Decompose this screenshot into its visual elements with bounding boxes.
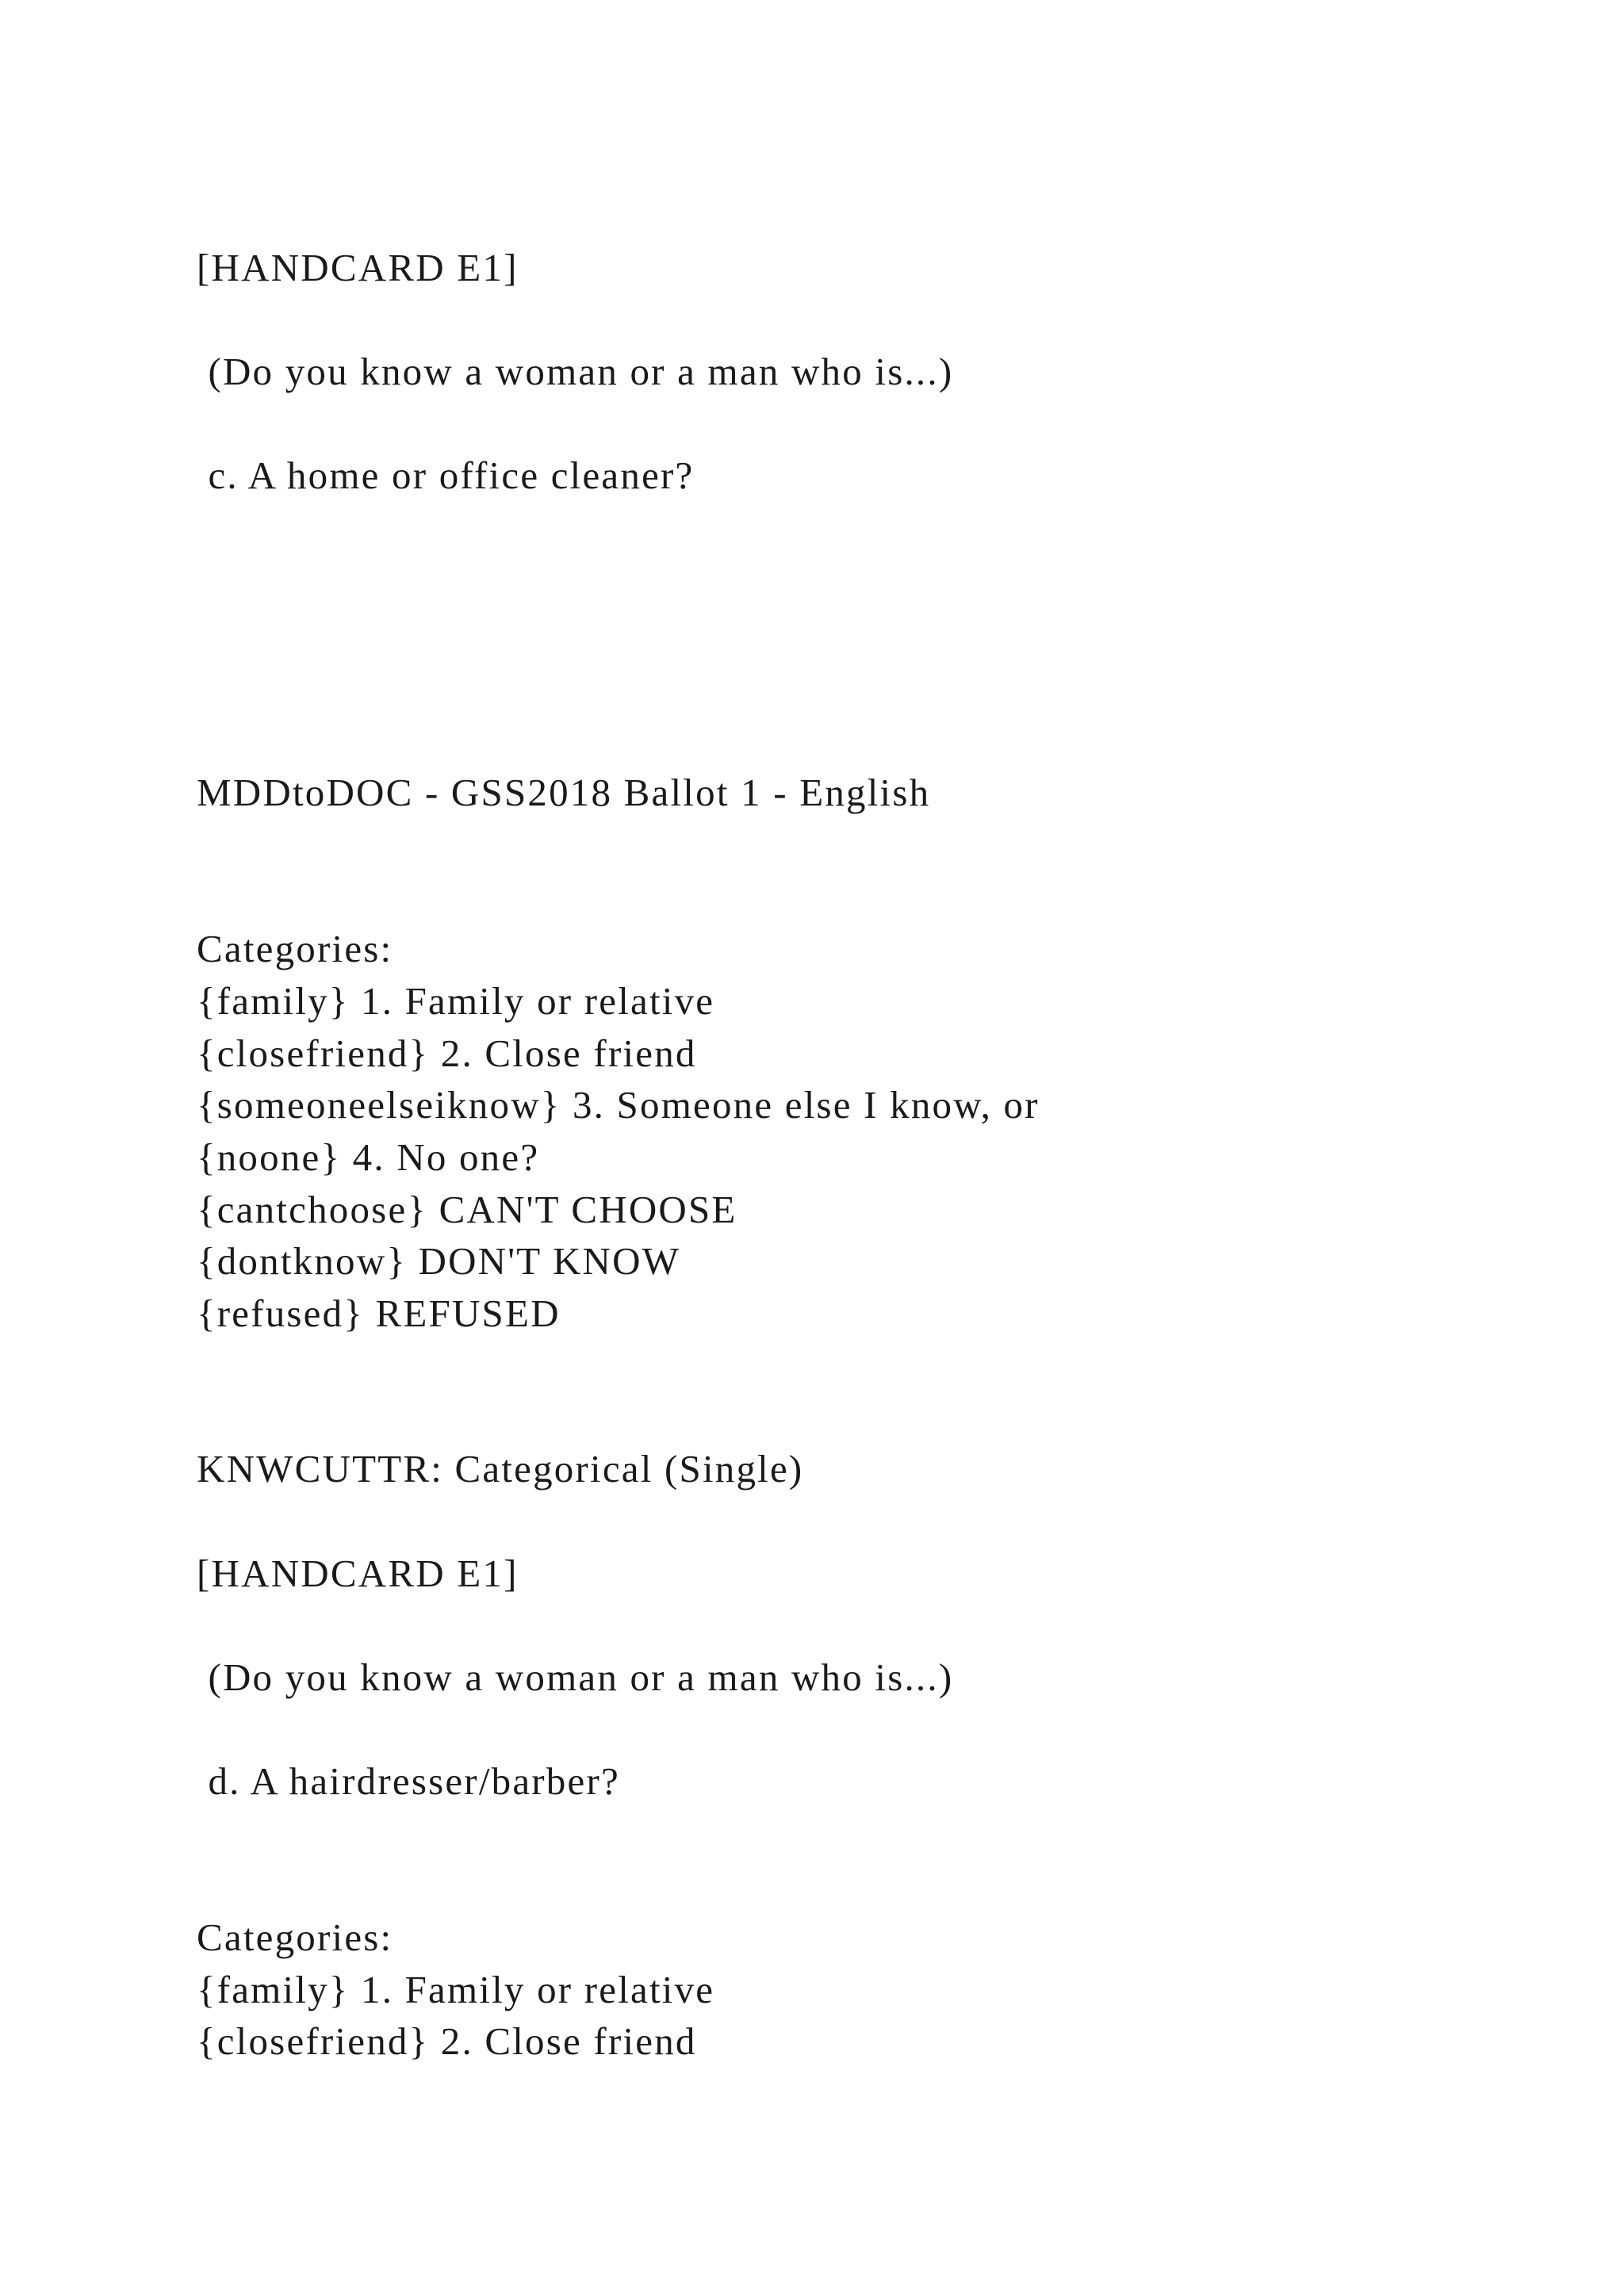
handcard-label: [HANDCARD E1] — [197, 246, 519, 289]
question-item-c: c. A home or office cleaner? — [197, 453, 695, 497]
categories-heading: Categories: — [197, 927, 393, 970]
category-item: {cantchoose} CAN'T CHOOSE — [197, 1188, 737, 1231]
categories-heading: Categories: — [197, 1915, 393, 1959]
handcard-label: [HANDCARD E1] — [197, 1552, 519, 1595]
question-item-d: d. A hairdresser/barber? — [197, 1759, 620, 1803]
category-item: {family} 1. Family or relative — [197, 979, 715, 1023]
question-intro: (Do you know a woman or a man who is...) — [197, 350, 954, 393]
category-item: {refused} REFUSED — [197, 1292, 561, 1335]
category-item: {dontknow} DON'T KNOW — [197, 1239, 681, 1283]
category-item: {someoneelseiknow} 3. Someone else I know, or — [197, 1083, 1040, 1127]
category-item: {noone} 4. No one? — [197, 1135, 540, 1179]
variable-definition: KNWCUTTR: Categorical (Single) — [197, 1447, 804, 1490]
category-item: {closefriend} 2. Close friend — [197, 1031, 697, 1075]
category-item: {family} 1. Family or relative — [197, 1968, 715, 2011]
document-header: MDDtoDOC - GSS2018 Ballot 1 - English — [197, 771, 931, 814]
category-item: {closefriend} 2. Close friend — [197, 2019, 697, 2063]
question-intro: (Do you know a woman or a man who is...) — [197, 1655, 954, 1699]
